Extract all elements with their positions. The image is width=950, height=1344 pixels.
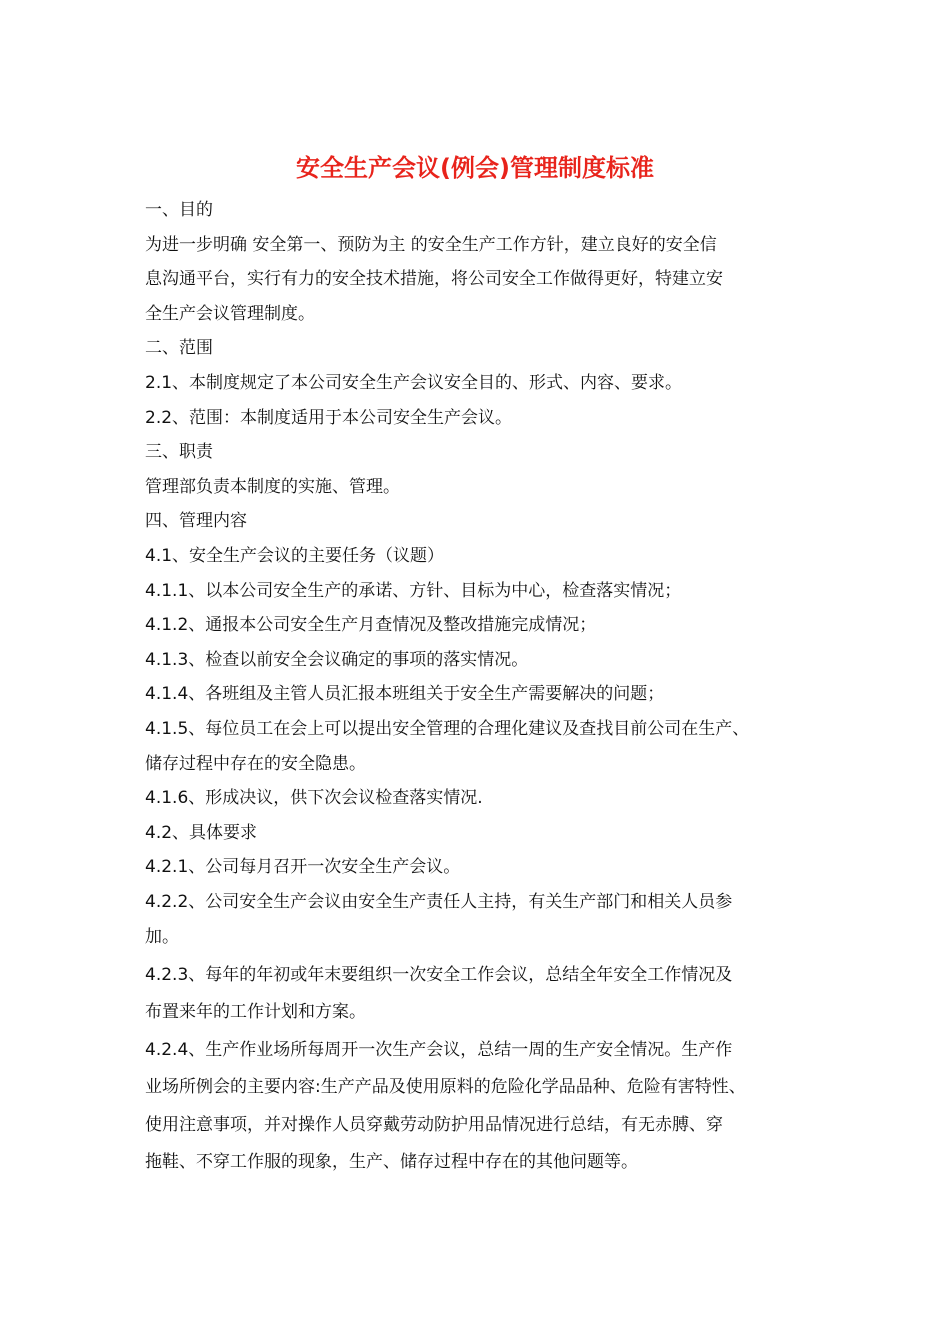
clause-2-1: 2.1、本制度规定了本公司安全生产会议安全目的、形式、内容、要求。: [145, 372, 683, 393]
paragraph-line: 为进一步明确 安全第一、预防为主 的安全生产工作方针，建立良好的安全信: [145, 234, 717, 255]
clause-4-1-1: 4.1.1、以本公司安全生产的承诺、方针、目标为中心，检查落实情况；: [145, 580, 682, 601]
clause-4-1: 4.1、安全生产会议的主要任务（议题）: [145, 545, 445, 566]
section-heading-scope: 二、范围: [145, 338, 213, 359]
paragraph-line: 加。: [145, 927, 179, 948]
clause-4-1-4: 4.1.4、各班组及主管人员汇报本班组关于安全生产需要解决的问题；: [145, 684, 665, 705]
clause-4-1-5: 4.1.5、每位员工在会上可以提出安全管理的合理化建议及查找目前公司在生产、: [145, 718, 750, 739]
paragraph-line: 使用注意事项，并对操作人员穿戴劳动防护用品情况进行总结，有无赤膊、穿: [145, 1114, 723, 1135]
clause-4-1-2: 4.1.2、通报本公司安全生产月查情况及整改措施完成情况；: [145, 615, 597, 636]
section-heading-content: 四、管理内容: [145, 511, 247, 532]
clause-2-2: 2.2、范围：本制度适用于本公司安全生产会议。: [145, 407, 513, 428]
clause-4-2: 4.2、具体要求: [145, 822, 258, 843]
paragraph-line: 储存过程中存在的安全隐患。: [145, 753, 366, 774]
paragraph-line: 布置来年的工作计划和方案。: [145, 1002, 366, 1023]
document-body: [145, 193, 825, 1182]
clause-4-2-2: 4.2.2、公司安全生产会议由安全生产责任人主持，有关生产部门和相关人员参: [145, 891, 733, 912]
clause-4-1-6: 4.1.6、形成决议，供下次会议检查落实情况.: [145, 788, 483, 809]
clause-4-1-3: 4.1.3、检查以前安全会议确定的事项的落实情况。: [145, 649, 529, 670]
paragraph-line: 息沟通平台，实行有力的安全技术措施，将公司安全工作做得更好，特建立安: [145, 269, 723, 290]
paragraph-line: 拖鞋、不穿工作服的现象，生产、储存过程中存在的其他问题等。: [145, 1152, 638, 1173]
clause-4-2-4: 4.2.4、生产作业场所每周开一次生产会议，总结一周的生产安全情况。生产作: [145, 1039, 733, 1060]
section-heading-purpose: 一、目的: [145, 200, 213, 220]
section-heading-duties: 三、职责: [145, 442, 213, 463]
clause-4-2-1: 4.2.1、公司每月召开一次安全生产会议。: [145, 857, 461, 878]
document-title: 安全生产会议(例会)管理制度标准: [296, 154, 654, 182]
clause-4-2-3: 4.2.3、每年的年初或年末要组织一次安全工作会议，总结全年安全工作情况及: [145, 964, 733, 985]
paragraph-line: 业场所例会的主要内容:生产产品及使用原料的危险化学品品种、危险有害特性、: [145, 1077, 746, 1098]
paragraph-line: 管理部负责本制度的实施、管理。: [145, 476, 400, 497]
paragraph-line: 全生产会议管理制度。: [145, 303, 315, 324]
